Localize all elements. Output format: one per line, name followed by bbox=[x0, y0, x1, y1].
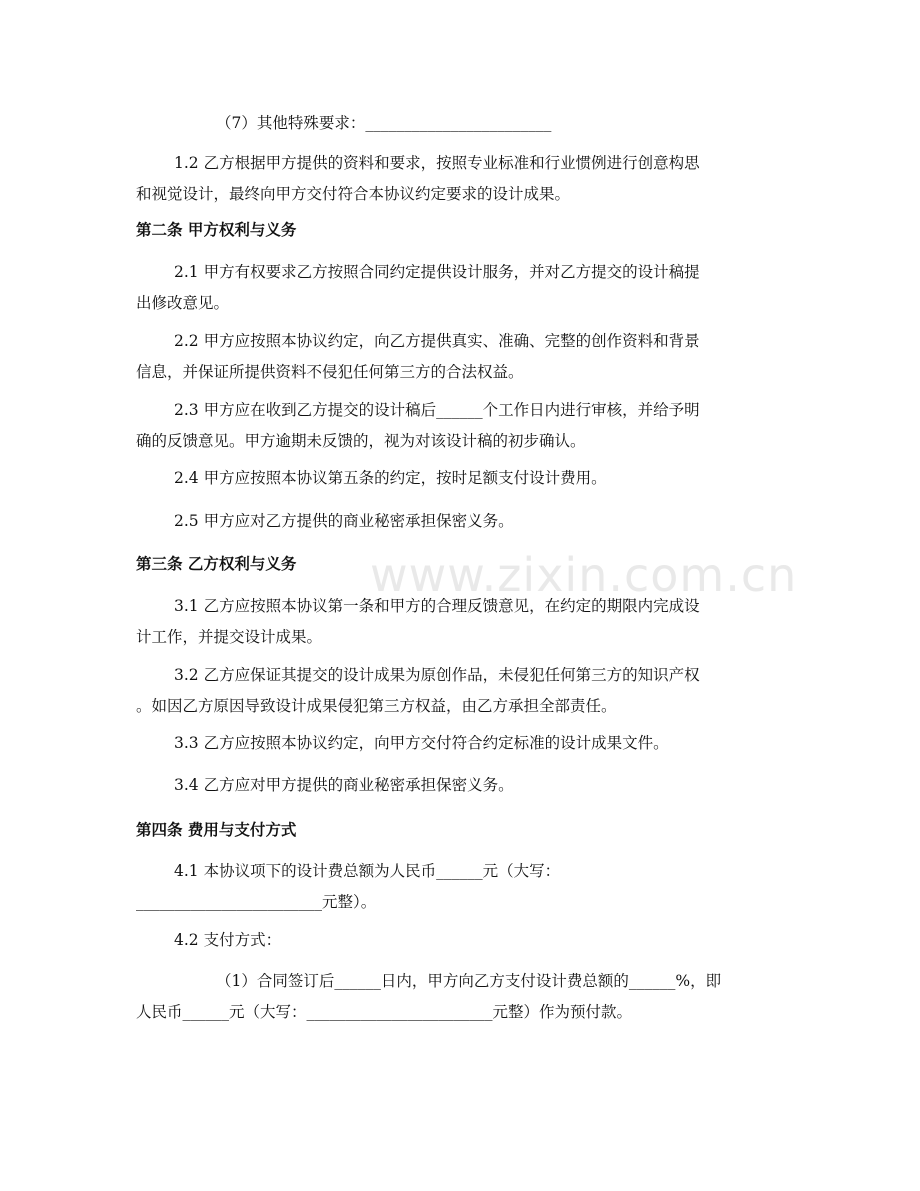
clause-text: 4.2 支付方式： bbox=[174, 931, 282, 949]
clause-2-2 bbox=[136, 326, 786, 388]
clause-line-2: 出修改意见。 bbox=[136, 294, 230, 312]
clause-text: 2.4 甲方应按照本协议第五条的约定，按时足额支付设计费用。 bbox=[174, 469, 607, 487]
clause-line-1: 2.2 甲方应按照本协议约定，向乙方提供真实、准确、完整的创作资料和背景 bbox=[174, 332, 700, 350]
clause-line-2: ________________________元整）。 bbox=[136, 893, 377, 911]
clause-line-2: 和视觉设计，最终向甲方交付符合本协议约定要求的设计成果。 bbox=[136, 185, 571, 203]
clause-line-2: 信息，并保证所提供资料不侵犯任何第三方的合法权益。 bbox=[136, 363, 524, 381]
clause-3-2 bbox=[136, 660, 786, 722]
clause-text: 3.4 乙方应对甲方提供的商业秘密承担保密义务。 bbox=[174, 776, 514, 794]
clause-line-2: 人民币______元（大写：________________________元整）作为预付款。 bbox=[136, 1003, 633, 1021]
clause-line-2: 计工作，并提交设计成果。 bbox=[136, 628, 323, 646]
clause-line-1: 4.1 本协议项下的设计费总额为人民币______元（大写： bbox=[174, 862, 561, 880]
section-heading-2: 第二条 甲方权利与义务 bbox=[136, 220, 297, 239]
clause-text: 3.3 乙方应按照本协议约定，向甲方交付符合约定标准的设计成果文件。 bbox=[174, 734, 669, 752]
clause-line-1: （1）合同签订后______日内，甲方向乙方支付设计费总额的______%，即 bbox=[216, 972, 722, 990]
clause-text: 2.5 甲方应对乙方提供的商业秘密承担保密义务。 bbox=[174, 512, 514, 530]
clause-text: （7）其他特殊要求：________________________ bbox=[216, 114, 552, 132]
clause-line-1: 2.3 甲方应在收到乙方提交的设计稿后______个工作日内进行审核，并给予明 bbox=[174, 401, 700, 419]
watermark: www.zixin.com.cn bbox=[370, 548, 798, 602]
clause-line-2: 。如因乙方原因导致设计成果侵犯第三方权益，由乙方承担全部责任。 bbox=[136, 697, 617, 715]
clause-2-4 bbox=[136, 463, 786, 494]
clause-4-2-1 bbox=[136, 966, 786, 1028]
clause-3-1 bbox=[136, 591, 786, 653]
clause-line-1: 3.2 乙方应保证其提交的设计成果为原创作品，未侵犯任何第三方的知识产权 bbox=[174, 666, 700, 684]
clause-line-2: 确的反馈意见。甲方逾期未反馈的，视为对该设计稿的初步确认。 bbox=[136, 432, 586, 450]
clause-2-5 bbox=[136, 506, 786, 537]
section-heading-4: 第四条 费用与支付方式 bbox=[136, 820, 297, 839]
section-heading-3: 第三条 乙方权利与义务 bbox=[136, 554, 297, 573]
clause-line-1: 2.1 甲方有权要求乙方按照合同约定提供设计服务，并对乙方提交的设计稿提 bbox=[174, 263, 700, 281]
clause-4-1 bbox=[136, 856, 786, 918]
clause-line-1: 1.2 乙方根据甲方提供的资料和要求，按照专业标准和行业惯例进行创意构思 bbox=[174, 154, 700, 172]
clause-4-2 bbox=[136, 925, 786, 956]
clause-1-7 bbox=[136, 108, 866, 139]
clause-2-3 bbox=[136, 395, 786, 457]
clause-line-1: 3.1 乙方应按照本协议第一条和甲方的合理反馈意见，在约定的期限内完成设 bbox=[174, 597, 700, 615]
clause-2-1 bbox=[136, 257, 786, 319]
clause-1-2 bbox=[136, 148, 786, 210]
clause-3-4 bbox=[136, 770, 786, 801]
clause-3-3 bbox=[136, 728, 786, 759]
